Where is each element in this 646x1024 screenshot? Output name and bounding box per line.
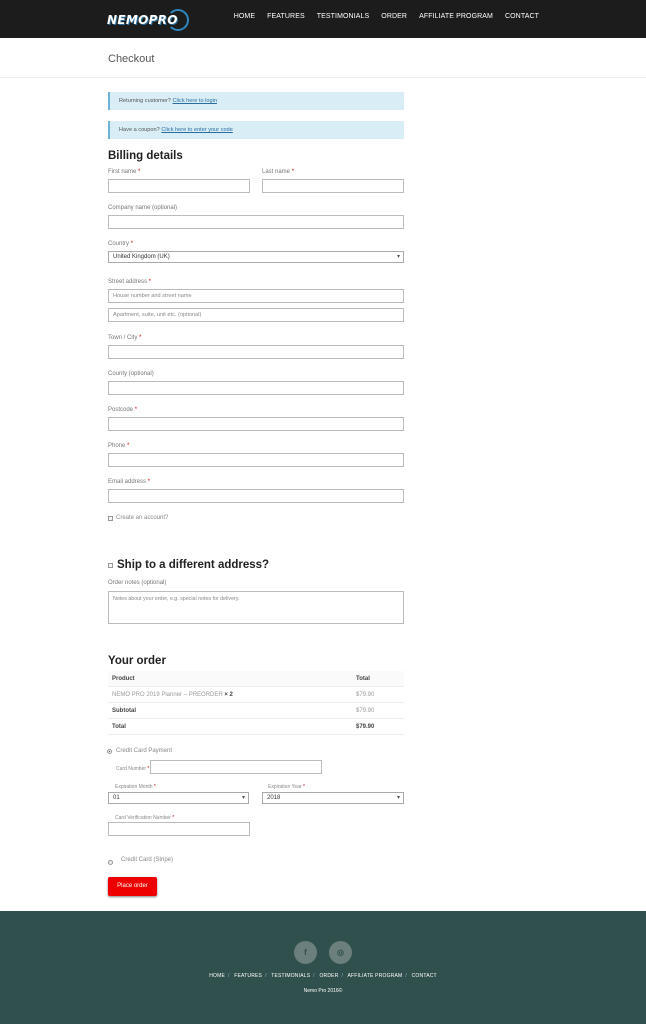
town-input[interactable] [108,345,404,359]
nav-contact[interactable]: CONTACT [504,13,539,20]
order-table [108,671,404,735]
subtotal-row [108,703,404,719]
nav-order[interactable]: ORDER [381,13,408,20]
order-notes-textarea[interactable]: Notes about your order, e.g. special notes for delivery. [108,591,404,624]
top-navbar [0,0,646,38]
ship-different-checkbox[interactable] [108,563,113,568]
site-logo[interactable] [107,9,185,33]
item-name: NEMO PRO 2019 Planner – PREORDER × 2 [112,692,233,698]
returning-text: Returning customer? [119,98,171,104]
footer [0,911,646,1024]
stripe-label: Credit Card (Stripe) [121,857,174,863]
col-total: Total [356,676,370,682]
email-label: Email address * [108,479,151,485]
create-account-checkbox[interactable] [108,516,113,521]
cvn-label: Card Verification Number * [115,815,175,821]
chevron-down-icon: ▾ [396,795,400,801]
page-header [0,38,646,78]
place-order-button[interactable]: Place order [108,877,157,896]
main-nav [222,13,539,20]
town-label: Town / City * [108,335,142,341]
item-total: $79.90 [356,692,375,698]
col-product: Product [112,676,135,682]
phone-label: Phone * [108,443,130,449]
exp-year-label: Expiration Year * [268,784,305,790]
card-number-input[interactable] [150,760,322,774]
login-link[interactable]: Click here to login [172,98,217,104]
footer-nav-order[interactable]: ORDER [319,973,339,979]
county-input[interactable] [108,381,404,395]
order-table-header [108,671,404,687]
billing-heading: Billing details [108,150,183,162]
coupon-notice [108,121,404,139]
your-order-heading: Your order [108,655,166,667]
logo-text: NEMOPRO [107,13,178,27]
footer-nav-features[interactable]: FEATURES [234,973,263,979]
nav-features[interactable]: FEATURES [267,13,305,20]
nav-home[interactable]: HOME [233,13,256,20]
last-name-input[interactable] [262,179,404,193]
street-label: Street address * [108,279,152,285]
county-label: County (optional) [108,371,154,377]
footer-nav-home[interactable]: HOME [209,973,225,979]
postcode-input[interactable] [108,417,404,431]
gauge-icon [167,9,189,31]
facebook-icon[interactable]: f [294,941,317,964]
phone-input[interactable] [108,453,404,467]
total-value: $79.90 [356,724,375,730]
chevron-down-icon: ▾ [396,254,400,260]
order-notes-label: Order notes (optional) [108,580,167,586]
chevron-down-icon: ▾ [241,795,245,801]
exp-year-select[interactable] [262,792,404,804]
page-title: Checkout [108,53,155,65]
country-value: United Kingdom (UK) [113,254,170,260]
subtotal-value: $79.90 [356,708,375,714]
returning-customer-notice [108,92,404,110]
credit-card-radio[interactable] [107,749,112,754]
order-item-row [108,687,404,703]
instagram-icon[interactable]: ◎ [329,941,352,964]
footer-nav: HOME / FEATURES / TESTIMONIALS / ORDER / AFFILIATE PROGRAM / CONTACT [209,973,437,979]
ship-different-heading: Ship to a different address? [117,559,270,571]
coupon-link[interactable]: Click here to enter your code [161,127,233,133]
exp-month-select[interactable] [108,792,249,804]
stripe-radio[interactable] [108,860,113,865]
credit-card-label: Credit Card Payment [116,748,173,754]
coupon-text: Have a coupon? [119,127,160,133]
company-label: Company name (optional) [108,205,178,211]
card-number-label: Card Number * [116,766,150,772]
total-label: Total [112,724,126,730]
exp-month-value: 01 [113,795,120,801]
first-name-input[interactable] [108,179,250,193]
copyright: Nemo Pro 2016© [303,988,343,994]
subtotal-label: Subtotal [112,708,136,714]
footer-nav-testimonials[interactable]: TESTIMONIALS [271,973,311,979]
country-select[interactable] [108,251,404,263]
company-input[interactable] [108,215,404,229]
footer-nav-contact[interactable]: CONTACT [411,973,437,979]
postcode-label: Postcode * [108,407,138,413]
nav-affiliate[interactable]: AFFILIATE PROGRAM [419,13,493,20]
nav-testimonials[interactable]: TESTIMONIALS [316,13,370,20]
total-row [108,719,404,735]
exp-year-value: 2018 [267,795,281,801]
cvn-input[interactable] [108,822,250,836]
footer-nav-affiliate[interactable]: AFFILIATE PROGRAM [347,973,403,979]
country-label: Country * [108,241,134,247]
street-address2-input[interactable]: Apartment, suite, unit etc. (optional) [108,308,404,322]
email-input[interactable] [108,489,404,503]
first-name-label: First name * [108,169,141,175]
last-name-label: Last name * [262,169,295,175]
create-account-label: Create an account? [116,515,169,521]
street-address-input[interactable]: House number and street name [108,289,404,303]
exp-month-label: Expiration Month * [115,784,156,790]
